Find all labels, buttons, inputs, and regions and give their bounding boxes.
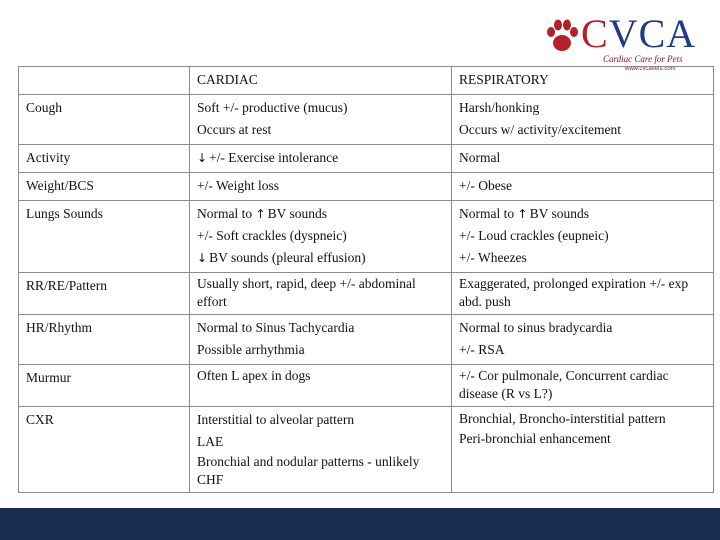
cell-line: +/- RSA xyxy=(459,342,505,357)
respiratory-cell xyxy=(452,95,714,145)
row-label: Weight/BCS xyxy=(19,173,190,201)
cell-line: Occurs w/ activity/excitement xyxy=(459,122,621,137)
cell-line: Normal to xyxy=(197,206,253,221)
respiratory-cell xyxy=(452,315,714,365)
respiratory-cell xyxy=(452,173,714,201)
row-label: Activity xyxy=(19,145,190,173)
respiratory-cell xyxy=(452,201,714,273)
cell-line: Harsh/honking xyxy=(459,100,540,115)
header-respiratory: RESPIRATORY xyxy=(452,67,714,95)
cell-line: Peri-bronchial enhancement xyxy=(459,431,611,446)
cell-line: Possible arrhythmia xyxy=(197,342,305,357)
cell-line: Normal to sinus bradycardia xyxy=(459,320,613,335)
row-label: HR/Rhythm xyxy=(19,315,190,365)
logo-tagline: Cardiac Care for Pets xyxy=(603,54,683,64)
cell-line: Bronchial and nodular patterns - unlikely CHF xyxy=(197,454,420,487)
cell-line: +/- Exercise intolerance xyxy=(209,150,339,165)
cell-line: BV sounds xyxy=(267,206,327,221)
row-label: Cough xyxy=(19,95,190,145)
comparison-table xyxy=(18,66,714,493)
cell-line: Interstitial to alveolar pattern xyxy=(197,412,355,427)
cell-line: Bronchial, Broncho-interstitial pattern xyxy=(459,411,666,426)
cell-line: +/- Soft crackles (dyspneic) xyxy=(197,228,347,243)
footer-bar xyxy=(0,508,720,540)
logo-url: www.cvcavets.com xyxy=(625,66,676,72)
cell-line: +/- Weight loss xyxy=(197,178,280,193)
cardiac-cell xyxy=(190,173,452,201)
row-label: Murmur xyxy=(19,365,190,407)
row-label: Lungs Sounds xyxy=(19,201,190,273)
respiratory-cell: +/- Cor pulmonale, Concurrent cardiac disease (R vs L?) xyxy=(452,365,714,407)
cell-line: +/- Wheezes xyxy=(459,250,527,265)
down-arrow-icon: ↓ xyxy=(197,151,208,165)
respiratory-cell xyxy=(452,145,714,173)
row-label: CXR xyxy=(19,407,190,493)
cardiac-cell xyxy=(190,201,452,273)
header-blank xyxy=(19,67,190,95)
cell-line: BV sounds (pleural effusion) xyxy=(209,250,366,265)
table-row xyxy=(19,201,714,273)
up-arrow-icon: ↑ xyxy=(255,207,266,221)
table-row xyxy=(19,407,714,493)
cell-line: Normal xyxy=(459,150,501,165)
cell-line: LAE xyxy=(197,434,224,449)
cardiac-cell xyxy=(190,407,452,493)
cell-line: Normal to xyxy=(459,206,515,221)
header-cardiac: CARDIAC xyxy=(190,67,452,95)
up-arrow-icon: ↑ xyxy=(517,207,528,221)
cell-line: +/- Obese xyxy=(459,178,512,193)
down-arrow-icon: ↓ xyxy=(197,251,208,265)
logo-brand-text: CVCA xyxy=(581,11,697,56)
paw-print-icon xyxy=(545,18,579,54)
cell-line: Occurs at rest xyxy=(197,122,272,137)
cardiac-cell xyxy=(190,315,452,365)
respiratory-cell: Exaggerated, prolonged expiration +/- exp abd. push xyxy=(452,273,714,315)
table-row xyxy=(19,95,714,145)
table-row xyxy=(19,173,714,201)
cell-line: Normal to Sinus Tachycardia xyxy=(197,320,355,335)
cardiac-cell: Often L apex in dogs xyxy=(190,365,452,407)
table-row xyxy=(19,365,714,407)
cell-line: +/- Loud crackles (eupneic) xyxy=(459,228,609,243)
respiratory-cell xyxy=(452,407,714,493)
table-header-row xyxy=(19,67,714,95)
cardiac-cell xyxy=(190,95,452,145)
row-label: RR/RE/Pattern xyxy=(19,273,190,315)
table-row xyxy=(19,145,714,173)
table-row xyxy=(19,273,714,315)
cardiac-cell xyxy=(190,145,452,173)
cardiac-cell: Usually short, rapid, deep +/- abdominal effort xyxy=(190,273,452,315)
cell-line: Soft +/- productive (mucus) xyxy=(197,100,348,115)
table-row xyxy=(19,315,714,365)
cell-line: BV sounds xyxy=(529,206,589,221)
